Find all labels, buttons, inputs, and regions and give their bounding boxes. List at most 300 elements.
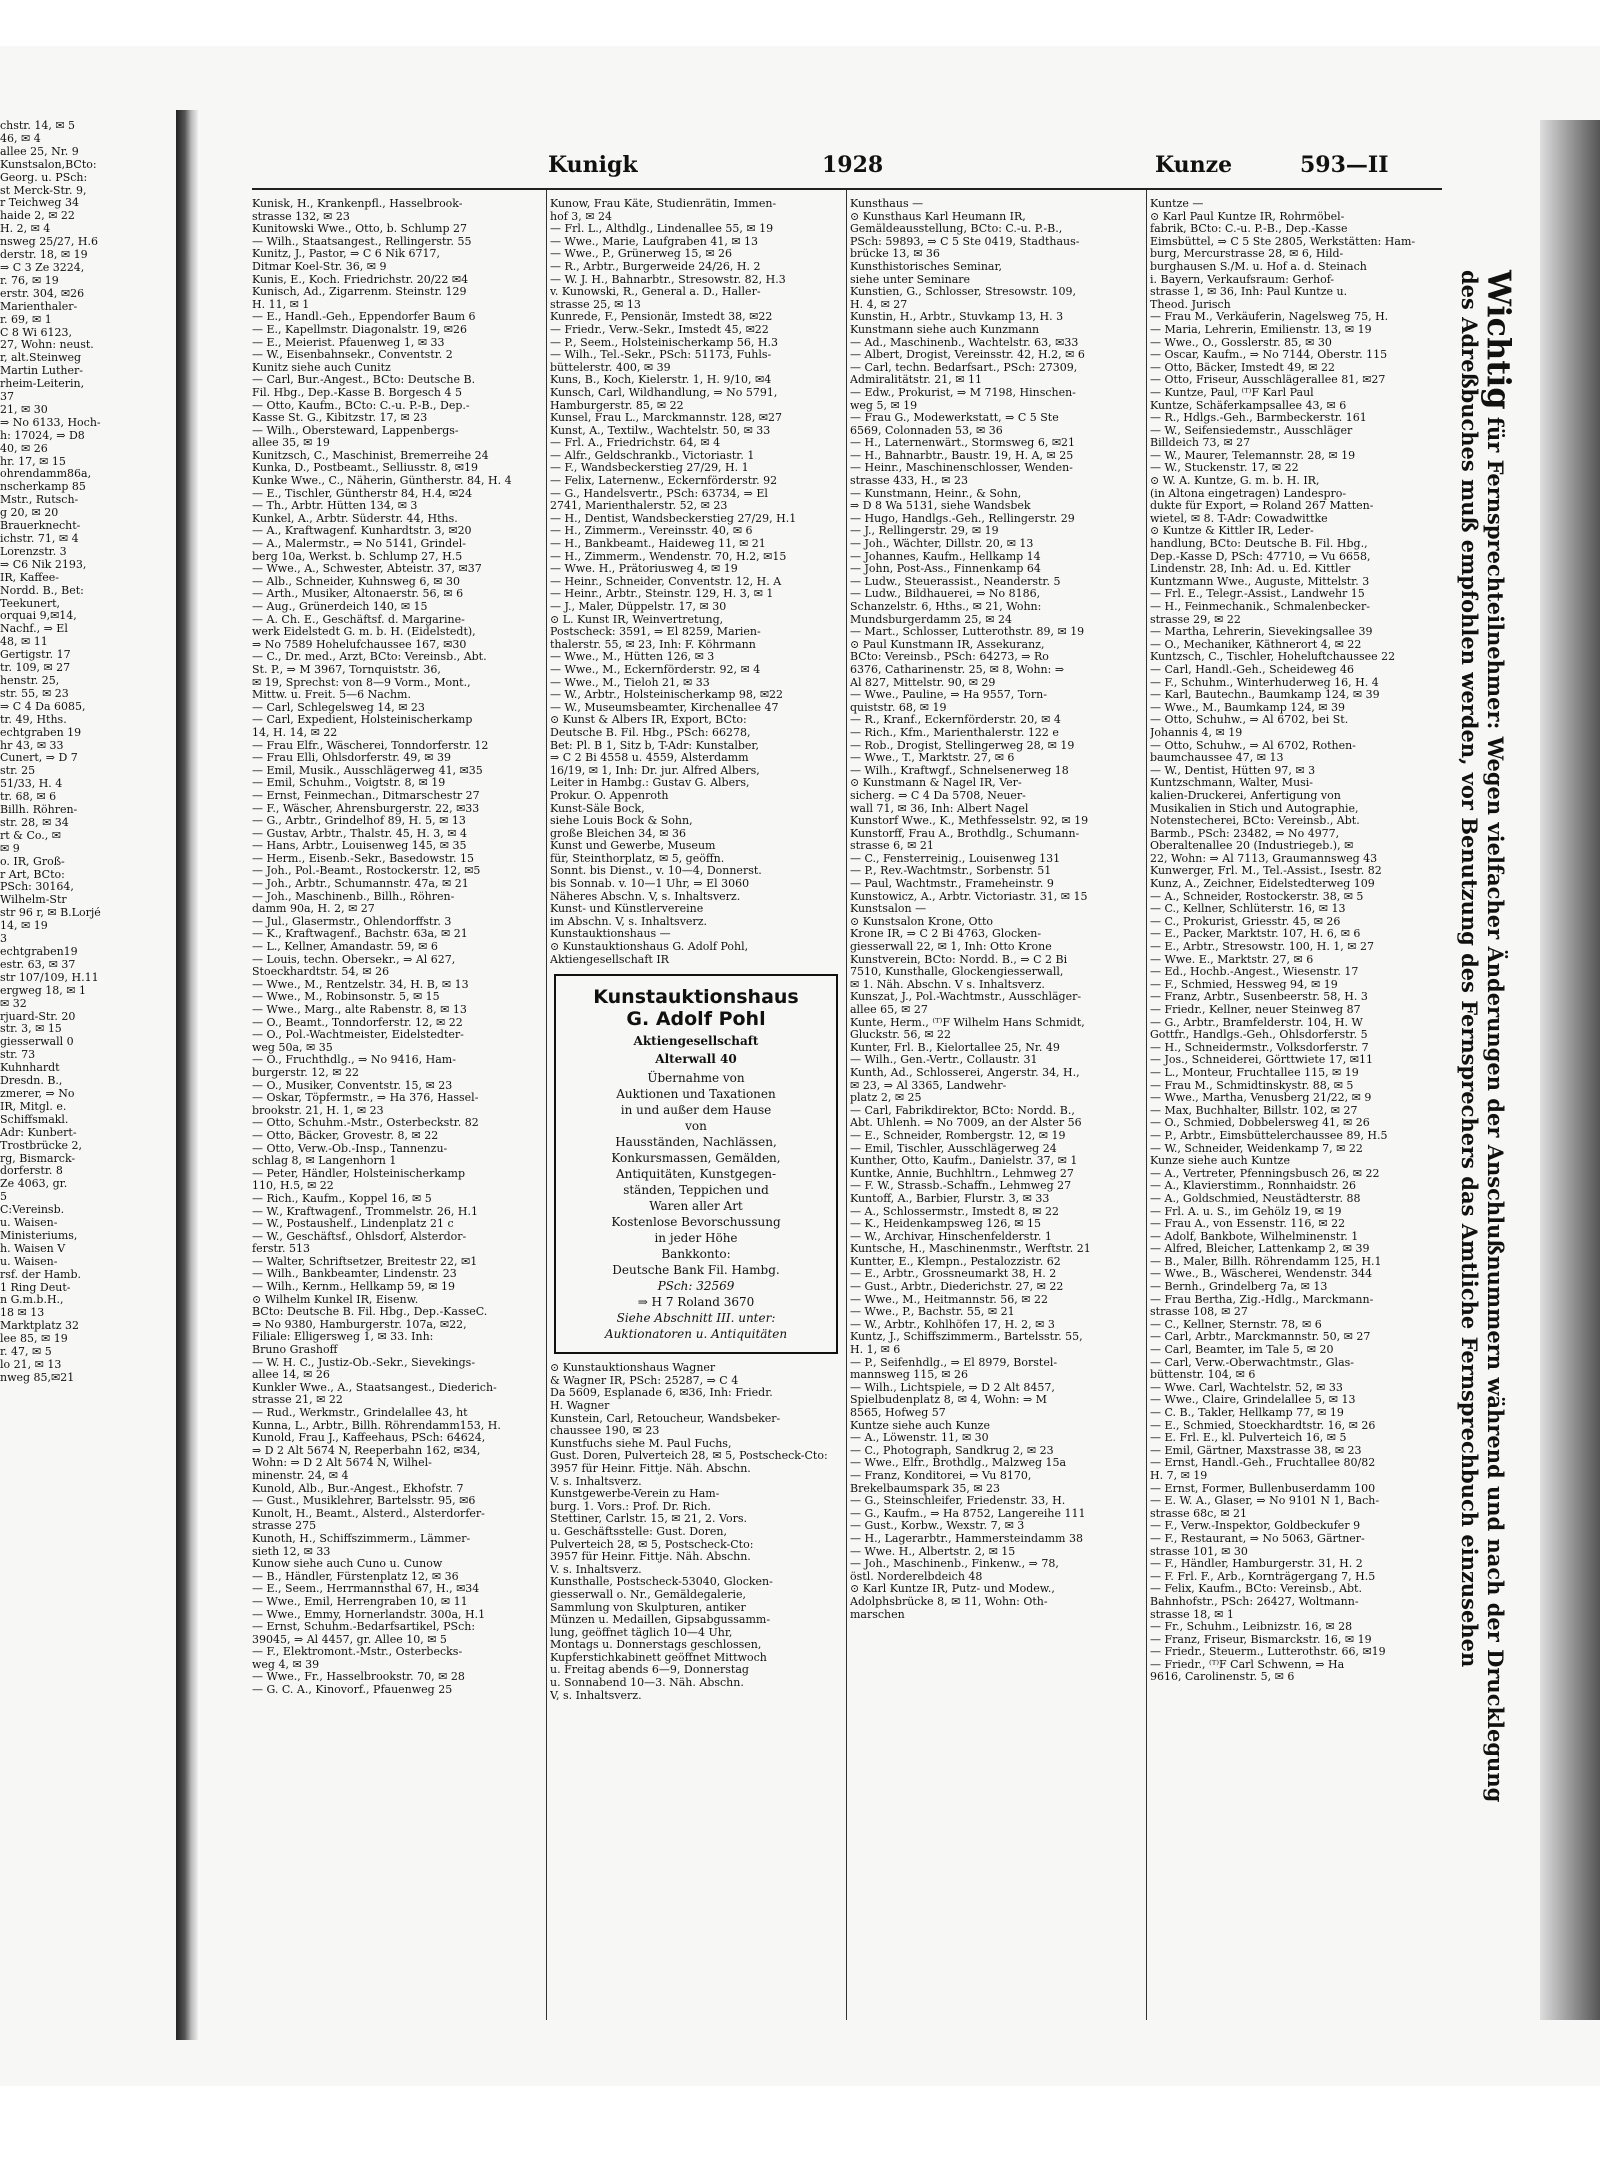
ad-phone: ⇒ H 7 Roland 3670 [637, 1295, 755, 1310]
directory-entry: baumchaussee 47, ✉ 13 [1150, 752, 1284, 765]
column-2 [550, 198, 842, 2028]
margin-fragment: st Merck-Str. 9, [0, 184, 87, 197]
margin-fragment: hr. 17, ✉ 15 [0, 455, 66, 468]
margin-fragment: nscherkamp 85 [0, 481, 86, 494]
directory-entry: Kunstien, G., Schlosser, Stresowstr. 109, [850, 286, 1076, 299]
directory-entry: Krone IR, ⇒ C 2 Bi 4763, Glocken- [850, 928, 1042, 941]
margin-fragment: rjuard-Str. 20 [0, 1010, 76, 1023]
directory-entry: — C., Photograph, Sandkrug 2, ✉ 23 [850, 1444, 1054, 1457]
directory-entry: — Maria, Lehrerin, Emilienstr. 13, ✉ 19 [1150, 323, 1372, 336]
directory-entry: — Frau M., Schmidtinskystr. 88, ✉ 5 [1150, 1079, 1354, 1092]
directory-entry: — Wwe., M., Tieloh 21, ✉ 33 [550, 676, 710, 689]
directory-entry: — G., Handelsvertr., PSch: 63734, ⇒ El [550, 487, 768, 500]
margin-fragment: nweg 85,✉21 [0, 1371, 75, 1384]
directory-entry: Kunze siehe auch Kuntze [1150, 1155, 1290, 1168]
directory-entry: giesserwall o. Nr., Gemäldegalerie, [550, 1588, 746, 1601]
directory-entry: — A., Malermstr., ⇒ No 5141, Grindel- [252, 538, 466, 551]
directory-entry: dukte für Export, ⇒ Roland 267 Matten- [1150, 500, 1374, 513]
directory-entry: Kunszat, J., Pol.-Wachtmstr., Ausschläger- [850, 991, 1082, 1004]
directory-entry: ✉ 19, Sprechst: von 8—9 Vorm., Mont., [252, 676, 471, 689]
margin-fragment: r Teichweg 34 [0, 197, 79, 210]
directory-entry: siehe unter Seminare [850, 273, 971, 286]
directory-entry: sicherg. ⇒ C 4 Da 5708, Neuer- [850, 789, 1026, 802]
directory-entry: — Rich., Kaufm., Koppel 16, ✉ 5 [252, 1192, 432, 1205]
directory-entry: — Otto, Schuhm.-Mstr., Osterbeckstr. 82 [252, 1117, 479, 1130]
directory-entry: St. P., ⇒ M 3967, Tornquiststr. 36, [252, 663, 441, 676]
directory-entry: — Martha, Lehrerin, Sievekingsallee 39 [1150, 626, 1373, 639]
directory-entry: strasse 21, ✉ 22 [252, 1394, 343, 1407]
directory-entry: Theod. Jurisch [1150, 298, 1231, 311]
page-edge [1540, 120, 1600, 2020]
directory-entry: — Alfred, Bleicher, Lattenkamp 2, ✉ 39 [1150, 1243, 1370, 1256]
directory-entry: Kunitz siehe auch Cunitz [252, 361, 391, 374]
directory-entry: Schanzelstr. 6, Hths., ✉ 21, Wohn: [850, 601, 1042, 613]
directory-entry: — Carl, Beamter, im Tale 5, ✉ 20 [1150, 1344, 1334, 1357]
directory-entry: Kunst- und Künstlervereine [550, 903, 704, 916]
header-right-word: Kunze [1155, 152, 1233, 178]
directory-entry: — Paul, Wachtmstr., Frameheinstr. 9 [850, 878, 1054, 891]
directory-entry: Montags u. Donnerstags geschlossen, [550, 1639, 762, 1652]
directory-entry: — C., Dr. med., Arzt, BCto: Vereinsb., Abt. [252, 651, 487, 664]
directory-entry: — W., Stuckenstr. 17, ✉ 22 [1150, 462, 1299, 475]
margin-fragment: henstr. 25, [0, 674, 60, 687]
directory-entry: — Frau M., Verkäuferin, Nagelsweg 75, H. [1150, 311, 1389, 324]
directory-entry: V. s. Inhaltsverz. [550, 1563, 642, 1576]
directory-entry: 22, Wohn: ⇒ Al 7113, Graumannsweg 43 [1150, 852, 1378, 865]
directory-entry: strasse 433, H., ✉ 23 [850, 475, 968, 488]
directory-entry: — C. B., Takler, Hellkamp 77, ✉ 19 [1150, 1407, 1344, 1419]
directory-entry: ⊙ Wilhelm Kunkel IR, Eisenw. [252, 1293, 419, 1306]
directory-entry: — E., Schmied, Stoeckhardtstr. 16, ✉ 26 [1150, 1419, 1376, 1432]
directory-entry: — E. Frl. E., kl. Pulverteich 16, ✉ 5 [1150, 1432, 1347, 1445]
directory-entry: burgerstr. 12, ✉ 22 [252, 1066, 360, 1079]
directory-entry: — P., Arbtr., Eimsbüttelerchaussee 89, H.5 [1150, 1129, 1388, 1142]
ad-body-line: Konkursmassen, Gemälden, [611, 1151, 781, 1166]
directory-entry: Wohn: ⇒ D 2 Alt 5674 N, Wilhel- [252, 1457, 432, 1470]
directory-entry: PSch: 59893, ⇒ C 5 Ste 0419, Stadthaus- [850, 235, 1080, 248]
margin-fragment: str. 55, ✉ 23 [0, 687, 69, 700]
margin-fragment: str 96 r, ✉ B.Lorjé [0, 907, 101, 920]
directory-entry: — Oskar, Töpfermstr., ⇒ Ha 376, Hassel- [252, 1092, 479, 1105]
directory-entry: v. Kunowski, R., General a. D., Haller- [550, 286, 761, 299]
directory-entry: — H., Lagerarbtr., Hammersteindamm 38 [850, 1532, 1083, 1545]
margin-fragment: Ze 4063, gr. [0, 1178, 68, 1191]
directory-entry: H. 7, ✉ 19 [1150, 1469, 1208, 1482]
directory-entry: — Herm., Eisenb.-Sekr., Basedowstr. 15 [252, 852, 475, 865]
directory-entry: burghausen S./M. u. Hof a. d. Steinach [1150, 260, 1367, 273]
directory-entry: allee 35, ✉ 19 [252, 437, 330, 450]
directory-entry: — Wwe., Elfr., Brothdlg., Malzweg 15a [850, 1457, 1067, 1470]
directory-entry: — Jul., Glasermstr., Ohlendorffstr. 3 [252, 915, 452, 928]
directory-entry: ⊙ Kunstauktionshaus G. Adolf Pohl, [550, 941, 749, 954]
directory-entry: minenstr. 24, ✉ 4 [252, 1469, 349, 1482]
directory-entry: burg. 1. Vors.: Prof. Dr. Rich. [550, 1500, 711, 1513]
directory-entry: — Oscar, Kaufm., ⇒ No 7144, Oberstr. 115 [1150, 349, 1388, 362]
directory-entry: Kunkler Wwe., A., Staatsangest., Diederich- [252, 1381, 497, 1394]
margin-fragment: zmerer, ⇒ No [0, 1087, 75, 1100]
directory-entry: Kunstauktionshaus — [550, 928, 671, 941]
directory-entry: Kunkel, A., Arbtr. Süderstr. 44, Hths. [252, 512, 458, 525]
directory-entry: — A., Schlossermstr., Imstedt 8, ✉ 22 [850, 1205, 1059, 1218]
directory-entry: Kunth, Ad., Schlosserei, Angerstr. 34, H., [850, 1066, 1080, 1079]
margin-fragment: Nachf., ⇒ El [0, 623, 68, 636]
ad-body-line: Antiquitäten, Kunstgegen- [615, 1167, 777, 1182]
directory-entry: Kunsthaus — [850, 198, 924, 210]
directory-entry: Kupferstichkabinett geöffnet Mittwoch [550, 1651, 767, 1664]
directory-entry: — Carl, Arbtr., Marckmannstr. 50, ✉ 27 [1150, 1331, 1371, 1344]
directory-entry: — Friedr., Kellner, neuer Steinweg 87 [1150, 1004, 1361, 1016]
margin-fragment: r. 69, ✉ 1 [0, 313, 52, 326]
directory-entry: — Joh., Arbtr., Schumannstr. 47a, ✉ 21 [252, 878, 469, 891]
directory-entry: Dep.-Kasse D, PSch: 47710, ⇒ Vu 6658, [1150, 550, 1371, 563]
margin-fragment: Lorenzstr. 3 [0, 545, 67, 558]
directory-entry: Kuntze — [1150, 198, 1204, 210]
directory-entry: werk Eidelstedt G. m. b. H. (Eidelstedt), [252, 626, 476, 639]
margin-fragment: allee 25, Nr. 9 [0, 145, 79, 158]
ad-note-2: Auktionatoren u. Antiquitäten [604, 1327, 788, 1342]
directory-entry: — Otto, Kaufm., BCto: C.-u. P.-B., Dep.- [252, 399, 470, 412]
column-rule [846, 190, 847, 2020]
directory-entry: — Otto, Bäcker, Grovestr. 8, ✉ 22 [252, 1129, 439, 1142]
margin-fragment: ⇒ C6 Nik 2193, [0, 558, 87, 571]
directory-entry: Kunisk, H., Krankenpfl., Hasselbrook- [252, 198, 463, 210]
directory-entry: — Frl. L., Althdlg., Lindenallee 55, ✉ 19 [550, 223, 774, 236]
directory-entry: Kunstorf Wwe., K., Methfesselstr. 92, ✉ 19 [850, 815, 1089, 828]
directory-entry: ⇒ No 7589 Hohelufchaussee 167, ✉30 [252, 638, 467, 651]
directory-entry: — Louis, techn. Obersekr., ⇒ Al 627, [252, 953, 456, 966]
ad-body-line: Hausständen, Nachlässen, [615, 1135, 777, 1150]
margin-fragment: Mstr., Rutsch- [0, 494, 79, 507]
ad-address: Alterwall 40 [655, 1052, 737, 1067]
directory-entry: — C., Kellner, Sternstr. 78, ✉ 6 [1150, 1318, 1322, 1331]
directory-entry: Da 5609, Esplanade 6, ✉36, Inh: Friedr. [550, 1387, 773, 1400]
directory-entry: Gluckstr. 56, ✉ 22 [850, 1029, 952, 1042]
directory-entry: — W., Archivar, Hinschenfelderstr. 1 [850, 1230, 1052, 1243]
directory-entry: Kunst und Gewerbe, Museum [550, 840, 716, 853]
directory-entry: Kuntter, E., Klempn., Pestalozzistr. 62 [850, 1255, 1061, 1268]
directory-entry: chaussee 190, ✉ 23 [550, 1425, 660, 1438]
ad-bank: Deutsche Bank Fil. Hambg. [612, 1263, 780, 1278]
directory-entry: — Adolf, Bankbote, Wilhelminenstr. 1 [1150, 1230, 1359, 1243]
directory-entry: — Otto, Schuhw., ⇒ Al 6702, Rothen- [1150, 739, 1356, 752]
directory-entry: H. 1, ✉ 6 [850, 1344, 901, 1357]
directory-entry: Mittw. u. Freit. 5—6 Nachm. [252, 689, 411, 702]
directory-entry: 39045, ⇒ Al 4457, gr. Allee 10, ✉ 5 [252, 1633, 447, 1646]
column-rule [546, 190, 547, 2020]
directory-entry: ⊙ W. A. Kuntze, G. m. b. H. IR, [1150, 475, 1320, 488]
directory-entry: Abt. Uhlenh. ⇒ No 7009, an der Alster 56 [850, 1117, 1082, 1130]
directory-entry: — Wwe., A., Schwester, Abteistr. 37, ✉37 [252, 563, 482, 576]
directory-entry: — Wwe., M., Rentzelstr. 34, H. B, ✉ 13 [252, 978, 469, 991]
directory-entry: — A., Vertreter, Pfenningsbusch 26, ✉ 22 [1150, 1167, 1380, 1180]
directory-entry: — Wwe., B., Wäscherei, Wendenstr. 344 [1150, 1268, 1373, 1281]
directory-entry: platz 2, ✉ 25 [850, 1092, 922, 1105]
margin-fragment: Kuhnhardt [0, 1062, 60, 1075]
directory-entry: — H., Bahnarbtr., Baustr. 19, H. A, ✉ 25 [850, 449, 1074, 462]
directory-entry: Kunke Wwe., C., Näherin, Güntherstr. 84, H. 4 [252, 475, 512, 488]
directory-entry: 3957 für Heinr. Fittje. Näh. Abschn. [550, 1551, 751, 1564]
margin-fragment: rt & Co., ✉ [0, 829, 62, 842]
directory-entry: ⇒ C 2 Bi 4558 u. 4559, Alsterdamm [550, 752, 749, 765]
directory-entry: — Ernst, Former, Bullenbuserdamm 100 [1150, 1482, 1376, 1495]
directory-entry: — O., Mechaniker, Käthnerort 4, ✉ 22 [1150, 638, 1362, 651]
margin-fragment: Cunert, ⇒ D 7 [0, 752, 78, 765]
directory-entry: — Hugo, Handlgs.-Geh., Rellingerstr. 29 [850, 512, 1075, 525]
directory-entry: — Wilh., Gen.-Vertr., Collaustr. 31 [850, 1054, 1038, 1067]
directory-entry: Kunte, Herm., ⁽ᵀ⁾F Wilhelm Hans Schmidt, [850, 1016, 1085, 1029]
directory-entry: — B., Maler, Billh. Röhrendamm 125, H.1 [1150, 1255, 1382, 1268]
directory-entry: — Carl, Schlegelsweg 14, ✉ 23 [252, 701, 425, 714]
margin-fragment: Wilhelm-Str [0, 894, 67, 907]
directory-entry: — E., Schneider, Rombergstr. 12, ✉ 19 [850, 1129, 1066, 1142]
directory-entry: — Friedr., ⁽ᵀ⁾F Carl Schwenn, ⇒ Ha [1150, 1658, 1345, 1671]
directory-entry: — E., Kapellmstr. Diagonalstr. 19, ✉26 [252, 323, 467, 336]
directory-entry: H. Wagner [550, 1400, 610, 1412]
directory-entry: — Wwe. E., Marktstr. 27, ✉ 6 [1150, 953, 1314, 966]
directory-entry: ⊙ Karl Paul Kuntze IR, Rohrmöbel- [1150, 210, 1345, 223]
directory-entry: Münzen u. Medaillen, Gipsabgussamm- [550, 1614, 771, 1627]
directory-entry: Spielbudenplatz 8, ✉ 4, Wohn: ⇒ M [850, 1394, 1047, 1407]
directory-entry: — O., Pol.-Wachtmeister, Eidelstedter- [252, 1029, 464, 1042]
directory-entry: giesserwall 22, ✉ 1, Inh: Otto Krone [850, 941, 1052, 954]
directory-entry: Pulverteich 28, ✉ 5, Postscheck-Cto: [550, 1538, 754, 1551]
directory-entry: 110, H.5, ✉ 22 [252, 1180, 334, 1193]
margin-fragment: g 20, ✉ 20 [0, 507, 59, 520]
directory-entry: damm 90a, H. 2, ✉ 27 [252, 903, 375, 916]
directory-entry: — Ludw., Steuerassist., Neanderstr. 5 [850, 575, 1061, 588]
margin-fragment: ✉ 9 [0, 842, 20, 855]
directory-entry: Mundsburgerdamm 25, ✉ 24 [850, 613, 1012, 626]
directory-entry: Kunis, E., Koch. Friedrichstr. 20/22 ✉4 [252, 273, 469, 286]
directory-entry: ⊙ L. Kunst IR, Weinvertretung, [550, 613, 724, 626]
ad-body-line: ständen, Teppichen und [623, 1183, 769, 1198]
directory-entry: marschen [850, 1608, 905, 1621]
directory-entry: — H., Bankbeamt., Haideweg 11, ✉ 21 [550, 538, 766, 551]
directory-entry: — Carl, Verw.-Oberwachtmstr., Glas- [1150, 1356, 1354, 1369]
directory-entry: ⇒ No 9380, Hamburgerstr. 107a, ✉22, [252, 1318, 467, 1331]
directory-entry: Kunrede, F., Pensionär, Imstedt 38, ✉22 [550, 311, 773, 324]
directory-entry: — Wwe. Carl, Wachtelstr. 52, ✉ 33 [1150, 1381, 1343, 1394]
margin-fragment: ✉ 32 [0, 997, 27, 1010]
directory-entry: siehe Louis Bock & Sohn, [550, 815, 693, 828]
directory-entry: Kunitzsch, C., Maschinist, Bremerreihe 24 [252, 449, 489, 462]
margin-fragment: h. Waisen V [0, 1242, 66, 1255]
directory-entry: Kunold, Frau J., Kaffeehaus, PSch: 64624, [252, 1432, 486, 1445]
directory-entry: Sonnt. bis Dienst., v. 10—4, Donnerst. [550, 865, 762, 878]
directory-entry: — Friedr., Steuerm., Lutterothstr. 66, ✉19 [1150, 1646, 1386, 1659]
directory-entry: — E., Seem., Herrmannsthal 67, H., ✉34 [252, 1583, 480, 1596]
directory-entry: ✉ 1. Näh. Abschn. V s. Inhaltsverz. [850, 978, 1045, 991]
ad-bank-label: Bankkonto: [661, 1247, 731, 1262]
directory-entry: mannsweg 115, ✉ 26 [850, 1369, 968, 1382]
directory-entry: — Wwe., O., Gosslerstr. 85, ✉ 30 [1150, 336, 1332, 349]
side-notice-title: Wichtig [1480, 270, 1518, 410]
directory-entry: Lindenstr. 28, Inh: Ad. u. Ed. Kittler [1150, 563, 1351, 576]
directory-entry: Kunwerger, Frl. M., Tel.-Assist., Isestr. 82 [1150, 865, 1382, 878]
directory-entry: — W., Postaushelf., Lindenplatz 21 c [252, 1218, 454, 1231]
directory-entry: ⊙ Kunstauktionshaus Wagner [550, 1362, 716, 1375]
side-notice-line-1: für Fernsprechteilnehmer: Wegen vielfacher Änderungen der Anschlußnummern während und nach der Drucklegung [1483, 416, 1508, 1803]
directory-entry: — Felix, Kaufm., BCto: Vereinsb., Abt. [1150, 1583, 1362, 1596]
margin-fragment: 48, ✉ 11 [0, 636, 48, 649]
directory-entry: Kunsel, Frau L., Marckmannstr. 128, ✉27 [550, 412, 783, 425]
margin-fragment: erstr. 304, ✉26 [0, 287, 85, 300]
directory-entry: — Peter, Händler, Holsteinischerkamp [252, 1167, 466, 1180]
page-number: 593—II [1300, 152, 1389, 178]
directory-entry: Kunow, Frau Käte, Studienrätin, Immen- [550, 198, 777, 210]
directory-entry: V, s. Inhaltsverz. [550, 1689, 642, 1702]
directory-entry: 16/19, ✉ 1, Inh: Dr. jur. Alfred Albers, [550, 764, 760, 777]
directory-entry: — R., Hdlgs.-Geh., Barmbeckerstr. 161 [1150, 412, 1367, 425]
directory-entry: H. 11, ✉ 1 [252, 298, 310, 311]
directory-entry: — Kunstmann, Heinr., & Sohn, [850, 487, 1022, 500]
directory-entry: — R., Arbtr., Burgerweide 24/26, H. 2 [550, 260, 761, 273]
margin-fragment: dorferstr. 8 [0, 1165, 63, 1178]
directory-entry: — Carl, Expedient, Holsteinischerkamp [252, 714, 473, 727]
directory-entry: Kunter, Frl. B., Kielortallee 25, Nr. 49 [850, 1041, 1060, 1054]
margin-fragment: haide 2, ✉ 22 [0, 210, 75, 223]
directory-entry: — Wwe., Marie, Laufgraben 41, ✉ 13 [550, 235, 759, 248]
directory-entry: — Otto, Schuhw., ⇒ Al 6702, bei St. [1150, 714, 1349, 727]
directory-entry: 6569, Colonnaden 53, ✉ 36 [850, 424, 1003, 437]
directory-entry: — Ad., Maschinenb., Wachtelstr. 63, ✉33 [850, 336, 1079, 349]
directory-entry: — Wilh., Kraftwgf., Schnelsenerweg 18 [850, 764, 1069, 777]
directory-entry: 3957 für Heinr. Fittje. Näh. Abschn. [550, 1462, 751, 1475]
directory-entry: Leiter in Hambg.: Gustav G. Albers, [550, 777, 750, 790]
directory-entry: — Ernst, Feinmechan., Ditmarschestr 27 [252, 789, 480, 802]
directory-entry: — Wwe. H., Prätoriusweg 4, ✉ 19 [550, 563, 738, 576]
margin-fragment: Trostbrücke 2, [0, 1139, 82, 1152]
side-notice-line-2: des Adreßbuches muß empfohlen werden, vor Benutzung des Fernsprechers das Amtliche Fernsprechbuch einzusehen [1457, 270, 1482, 1668]
margin-fragment: o. IR, Groß- [0, 855, 65, 868]
directory-entry: — Heinr., Maschinenschlosser, Wenden- [850, 462, 1073, 475]
directory-entry: — Wilh., Lichtspiele, ⇒ D 2 Alt 8457, [850, 1381, 1055, 1394]
margin-fragment: r. 76, ✉ 19 [0, 274, 59, 287]
directory-entry: — Wilh., Bankbeamter, Lindenstr. 23 [252, 1268, 457, 1281]
margin-fragment: Marktplatz 32 [0, 1320, 79, 1333]
directory-entry: — Rich., Kfm., Marienthalerstr. 122 e [850, 726, 1059, 739]
ad-body-line: Auktionen und Taxationen [616, 1087, 776, 1102]
directory-entry: — Wwe., M., Baumkamp 124, ✉ 39 [1150, 701, 1346, 714]
directory-entry: — Rud., Werkmstr., Grindelallee 43, ht [252, 1407, 468, 1419]
directory-entry: & Wagner IR, PSch: 25287, ⇒ C 4 [550, 1374, 739, 1387]
directory-entry: — H., Dentist, Wandsbeckerstieg 27/29, H.1 [550, 512, 797, 525]
directory-entry: — H., Laternenwärt., Stormsweg 6, ✉21 [850, 437, 1076, 450]
directory-entry: fabrik, BCto: C.-u. P.-B., Dep.-Kasse [1150, 223, 1348, 236]
directory-entry: — E. W. A., Glaser, ⇒ No 9101 N 1, Bach- [1150, 1495, 1380, 1508]
directory-entry: — Alfr., Geldschrankb., Victoriastr. 1 [550, 449, 755, 462]
margin-fragment: ⇒ C 4 Da 6085, [0, 700, 86, 713]
directory-entry: Kunitowski Wwe., Otto, b. Schlump 27 [252, 223, 468, 236]
directory-entry: — E., Arbtr., Stresowstr. 100, H. 1, ✉ 27 [1150, 941, 1375, 954]
directory-entry: Billdeich 73, ✉ 27 [1150, 437, 1251, 450]
column-1 [252, 198, 542, 2028]
directory-entry: ⊙ Kunstsalon Krone, Otto [850, 915, 994, 928]
directory-entry: Kunow siehe auch Cuno u. Cunow [252, 1558, 443, 1571]
directory-entry: — Franz, Arbtr., Susenbeerstr. 58, H. 3 [1150, 991, 1368, 1004]
directory-entry: Notenstecherei, BCto: Vereinsb., Abt. [1150, 815, 1360, 828]
directory-entry: Hamburgerstr. 85, ✉ 22 [550, 399, 684, 412]
directory-entry: Eimsbüttel, ⇒ C 5 Ste 2805, Werkstätten: Ham- [1150, 235, 1416, 248]
directory-entry: — J., Maler, Düppelstr. 17, ✉ 30 [550, 601, 727, 613]
directory-entry: ⊙ Kunstmann & Nagel IR, Ver- [850, 777, 1022, 790]
directory-entry: — Mart., Schlosser, Lutterothstr. 89, ✉ 19 [850, 626, 1085, 639]
directory-entry: Kunstin, H., Arbtr., Stuvkamp 13, H. 3 [850, 311, 1064, 324]
directory-entry: — Wwe., T., Marktstr. 27, ✉ 6 [850, 752, 1015, 765]
directory-entry: — W., Geschäftsf., Ohlsdorf, Alsterdor- [252, 1230, 467, 1243]
directory-entry: — Ernst, Schuhm.-Bedarfsartikel, PSch: [252, 1621, 476, 1634]
margin-fragment: str 107/109, H.11 [0, 971, 99, 984]
directory-entry: büttelerstr. 400, ✉ 39 [550, 361, 671, 374]
directory-entry: Kunsthistorisches Seminar, [850, 260, 1003, 273]
directory-entry: — Franz, Friseur, Bismarckstr. 16, ✉ 19 [1150, 1633, 1372, 1646]
directory-entry: — Felix, Laternenw., Eckernförderstr. 92 [550, 475, 778, 488]
directory-entry: Kunsch, Carl, Wildhandlung, ⇒ No 5791, [550, 386, 778, 399]
directory-entry: — R., Kranf., Eckernförderstr. 20, ✉ 4 [850, 714, 1061, 727]
directory-entry: — E., Arbtr., Grossneumarkt 38, H. 2 [850, 1268, 1057, 1281]
advertisement-box [554, 974, 838, 1354]
directory-entry: — Wwe., Martha, Venusberg 21/22, ✉ 9 [1150, 1092, 1372, 1105]
directory-entry: — Albert, Drogist, Vereinsstr. 42, H.2, ✉ 6 [850, 349, 1085, 362]
ad-subtitle: Aktiengesellschaft [633, 1034, 759, 1049]
ad-body-line: in jeder Höhe [654, 1231, 738, 1246]
directory-entry: — A., Kraftwagenf. Kunhardtstr. 3, ✉20 [252, 525, 472, 538]
directory-entry: — Frl. A., Friedrichstr. 64, ✉ 4 [550, 437, 721, 450]
directory-entry: Kunitz, J., Pastor, ⇒ C 6 Nik 6717, [252, 248, 441, 261]
directory-entry: Gemäldeausstellung, BCto: C.-u. P.-B., [850, 223, 1063, 236]
margin-fragment: rsf. der Hamb. [0, 1268, 82, 1281]
directory-entry: Admiralitätstr. 21, ✉ 11 [850, 374, 982, 387]
directory-entry: — Max, Buchhalter, Billstr. 102, ✉ 27 [1150, 1104, 1358, 1117]
margin-fragment: 51/33, H. 4 [0, 778, 63, 791]
directory-entry: Adolphsbrücke 8, ✉ 11, Wohn: Oth- [850, 1595, 1048, 1608]
margin-fragment: ergweg 18, ✉ 1 [0, 984, 86, 997]
directory-entry: — E., Packer, Marktstr. 107, H. 6, ✉ 6 [1150, 928, 1361, 941]
directory-entry: ⊙ Karl Kuntze IR, Putz- und Modew., [850, 1583, 1055, 1596]
directory-entry: Kunold, Alb., Bur.-Angest., Ekhofstr. 7 [252, 1482, 464, 1495]
directory-entry: — O., Fruchthdlg., ⇒ No 9416, Ham- [252, 1054, 456, 1067]
directory-entry: — Karl, Bautechn., Baumkamp 124, ✉ 39 [1150, 689, 1380, 702]
directory-entry: — Wwe., Fr., Hasselbrookstr. 70, ✉ 28 [252, 1671, 465, 1684]
directory-entry: Kunstein, Carl, Retoucheur, Wandsbeker- [550, 1412, 781, 1425]
margin-fragment: IR, Mitgl. e. [0, 1100, 67, 1113]
directory-entry: — Carl, techn. Bedarfsart., PSch: 27309, [850, 361, 1078, 374]
directory-entry: strasse 132, ✉ 23 [252, 210, 350, 223]
margin-fragment: u. Waisen- [0, 1217, 58, 1230]
margin-fragment: estr. 63, ✉ 37 [0, 958, 76, 971]
margin-fragment: 18 ✉ 13 [0, 1307, 45, 1320]
directory-entry: — H., Schneidermstr., Volksdorferstr. 7 [1150, 1041, 1369, 1054]
margin-fragment: r Art, BCto: [0, 868, 65, 881]
directory-entry: im Abschn. V, s. Inhaltsverz. [550, 915, 707, 928]
directory-entry: Kuntoff, A., Barbier, Flurstr. 3, ✉ 33 [850, 1192, 1050, 1205]
directory-entry: Barmb., PSch: 23482, ⇒ No 4977, [1150, 827, 1340, 840]
ad-note-1: Siehe Abschnitt III. unter: [616, 1311, 776, 1326]
directory-entry: — Hans, Arbtr., Louisenweg 145, ✉ 35 [252, 840, 467, 853]
margin-fragment: Kunstsalon,BCto: [0, 158, 97, 171]
margin-fragment: C 8 Wi 6123, [0, 326, 73, 339]
directory-entry: weg 50a, ✉ 35 [252, 1041, 333, 1054]
margin-fragment: lee 85, ✉ 19 [0, 1333, 68, 1346]
directory-entry: 8565, Hofweg 57 [850, 1407, 946, 1419]
margin-fragment: echtgraben19 [0, 946, 78, 958]
margin-fragment: Martin Luther- [0, 365, 83, 378]
margin-fragment: 1 Ring Deut- [0, 1281, 71, 1294]
directory-entry: — A., Löwenstr. 11, ✉ 30 [850, 1432, 989, 1445]
margin-fragment: nsweg 25/27, H.6 [0, 236, 98, 249]
directory-entry: Stettiner, Carlstr. 15, ✉ 21, 2. Vors. [550, 1513, 747, 1526]
directory-page [200, 140, 1540, 2040]
